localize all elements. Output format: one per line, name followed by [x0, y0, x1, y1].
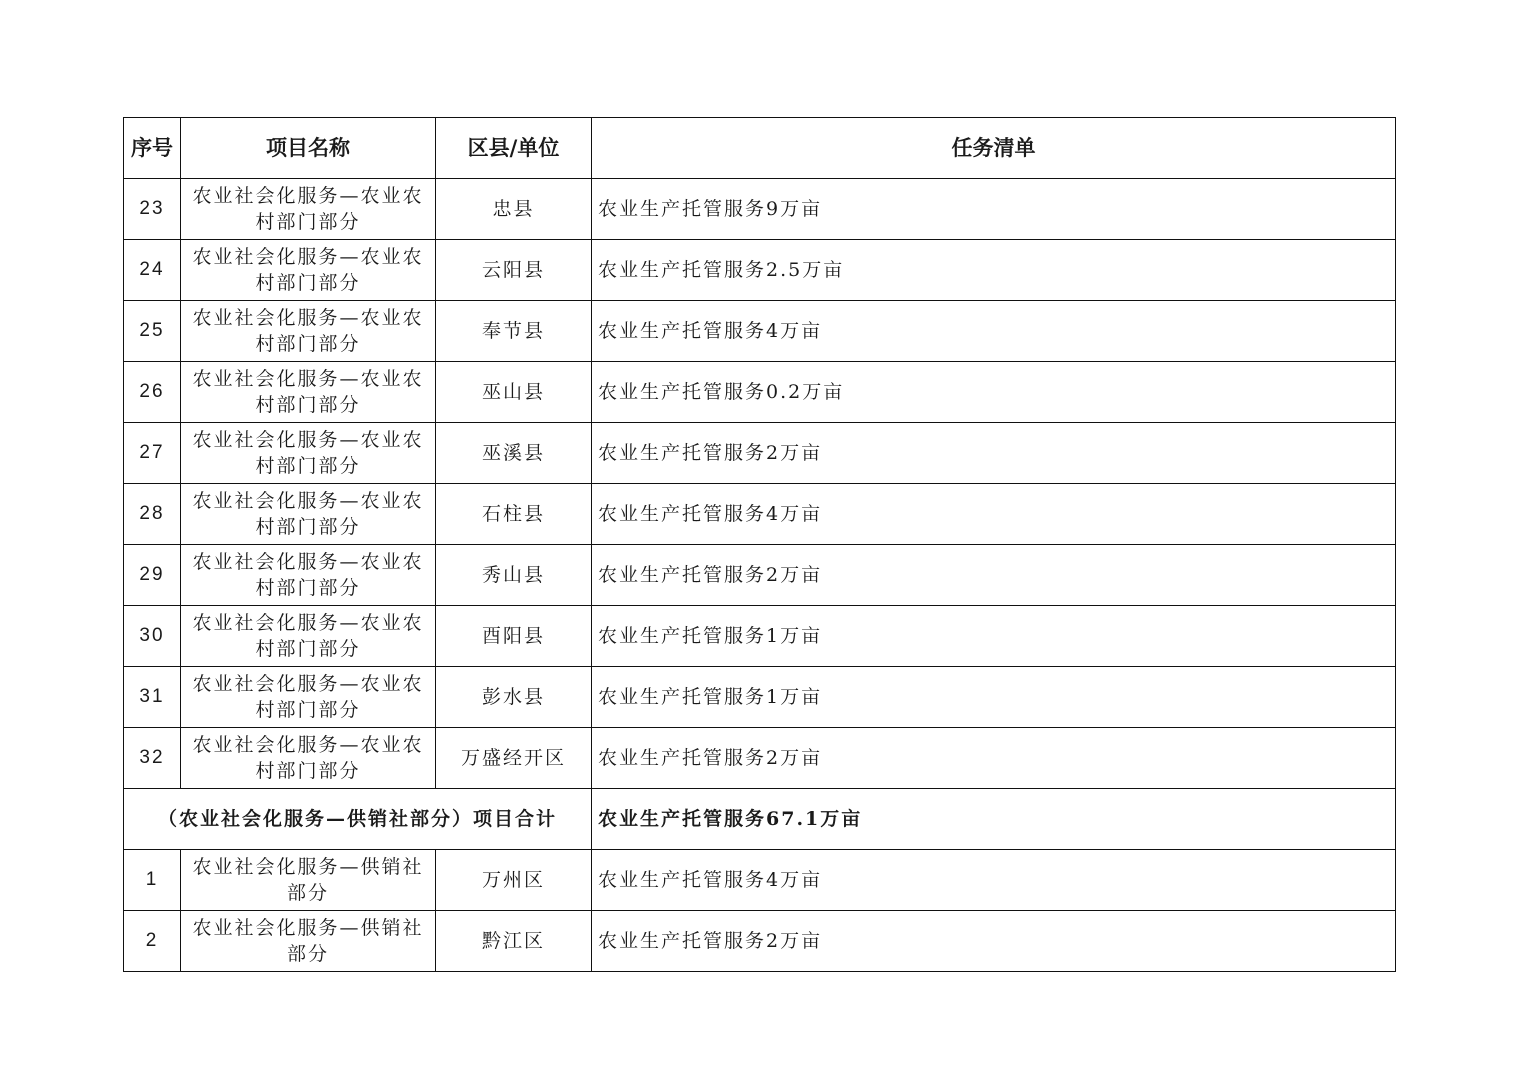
header-index: 序号	[124, 118, 181, 179]
row-project-name: 农业社会化服务—农业农村部门部分	[181, 606, 436, 667]
row-task: 农业生产托管服务2万亩	[592, 545, 1396, 606]
row-task: 农业生产托管服务2万亩	[592, 728, 1396, 789]
table-row	[124, 423, 1396, 484]
table-row	[124, 362, 1396, 423]
header-task-list: 任务清单	[592, 118, 1396, 179]
row-project-name: 农业社会化服务—农业农村部门部分	[181, 423, 436, 484]
row-district-unit: 石柱县	[436, 484, 592, 545]
header-project-name: 项目名称	[181, 118, 436, 179]
row-index: 32	[124, 728, 181, 789]
row-district-unit: 巫溪县	[436, 423, 592, 484]
table-row	[124, 728, 1396, 789]
header-district-unit: 区县/单位	[436, 118, 592, 179]
subtotal-label: （农业社会化服务—供销社部分）项目合计	[124, 789, 592, 850]
row-project-name: 农业社会化服务—农业农村部门部分	[181, 545, 436, 606]
table-row	[124, 301, 1396, 362]
row-task: 农业生产托管服务2万亩	[592, 423, 1396, 484]
row-index: 23	[124, 179, 181, 240]
row-project-name: 农业社会化服务—农业农村部门部分	[181, 301, 436, 362]
row-district-unit: 酉阳县	[436, 606, 592, 667]
row-index: 24	[124, 240, 181, 301]
row-task: 农业生产托管服务9万亩	[592, 179, 1396, 240]
row-task: 农业生产托管服务4万亩	[592, 484, 1396, 545]
table-row	[124, 179, 1396, 240]
subtotal-row	[124, 789, 1396, 850]
table-header	[124, 118, 1396, 179]
row-task: 农业生产托管服务4万亩	[592, 850, 1396, 911]
table-row	[124, 850, 1396, 911]
row-district-unit: 万州区	[436, 850, 592, 911]
row-index: 28	[124, 484, 181, 545]
table-row	[124, 545, 1396, 606]
row-project-name: 农业社会化服务—供销社部分	[181, 850, 436, 911]
row-index: 1	[124, 850, 181, 911]
table-row	[124, 484, 1396, 545]
row-district-unit: 黔江区	[436, 911, 592, 972]
row-district-unit: 云阳县	[436, 240, 592, 301]
row-district-unit: 万盛经开区	[436, 728, 592, 789]
row-task: 农业生产托管服务0.2万亩	[592, 362, 1396, 423]
row-task: 农业生产托管服务4万亩	[592, 301, 1396, 362]
table-row	[124, 606, 1396, 667]
row-project-name: 农业社会化服务—农业农村部门部分	[181, 667, 436, 728]
table-row	[124, 911, 1396, 972]
row-project-name: 农业社会化服务—农业农村部门部分	[181, 484, 436, 545]
row-district-unit: 彭水县	[436, 667, 592, 728]
row-task: 农业生产托管服务2万亩	[592, 911, 1396, 972]
table-row	[124, 667, 1396, 728]
row-task: 农业生产托管服务2.5万亩	[592, 240, 1396, 301]
row-project-name: 农业社会化服务—农业农村部门部分	[181, 728, 436, 789]
row-district-unit: 忠县	[436, 179, 592, 240]
row-project-name: 农业社会化服务—供销社部分	[181, 911, 436, 972]
header-row	[124, 118, 1396, 179]
row-index: 25	[124, 301, 181, 362]
table-row	[124, 240, 1396, 301]
subtotal-task: 农业生产托管服务67.1万亩	[592, 789, 1396, 850]
table-body	[124, 179, 1396, 972]
row-project-name: 农业社会化服务—农业农村部门部分	[181, 362, 436, 423]
task-list-table	[123, 117, 1396, 972]
row-project-name: 农业社会化服务—农业农村部门部分	[181, 240, 436, 301]
row-project-name: 农业社会化服务—农业农村部门部分	[181, 179, 436, 240]
row-index: 30	[124, 606, 181, 667]
row-index: 31	[124, 667, 181, 728]
row-task: 农业生产托管服务1万亩	[592, 667, 1396, 728]
row-district-unit: 秀山县	[436, 545, 592, 606]
row-index: 27	[124, 423, 181, 484]
row-task: 农业生产托管服务1万亩	[592, 606, 1396, 667]
row-district-unit: 奉节县	[436, 301, 592, 362]
row-district-unit: 巫山县	[436, 362, 592, 423]
row-index: 2	[124, 911, 181, 972]
row-index: 26	[124, 362, 181, 423]
row-index: 29	[124, 545, 181, 606]
